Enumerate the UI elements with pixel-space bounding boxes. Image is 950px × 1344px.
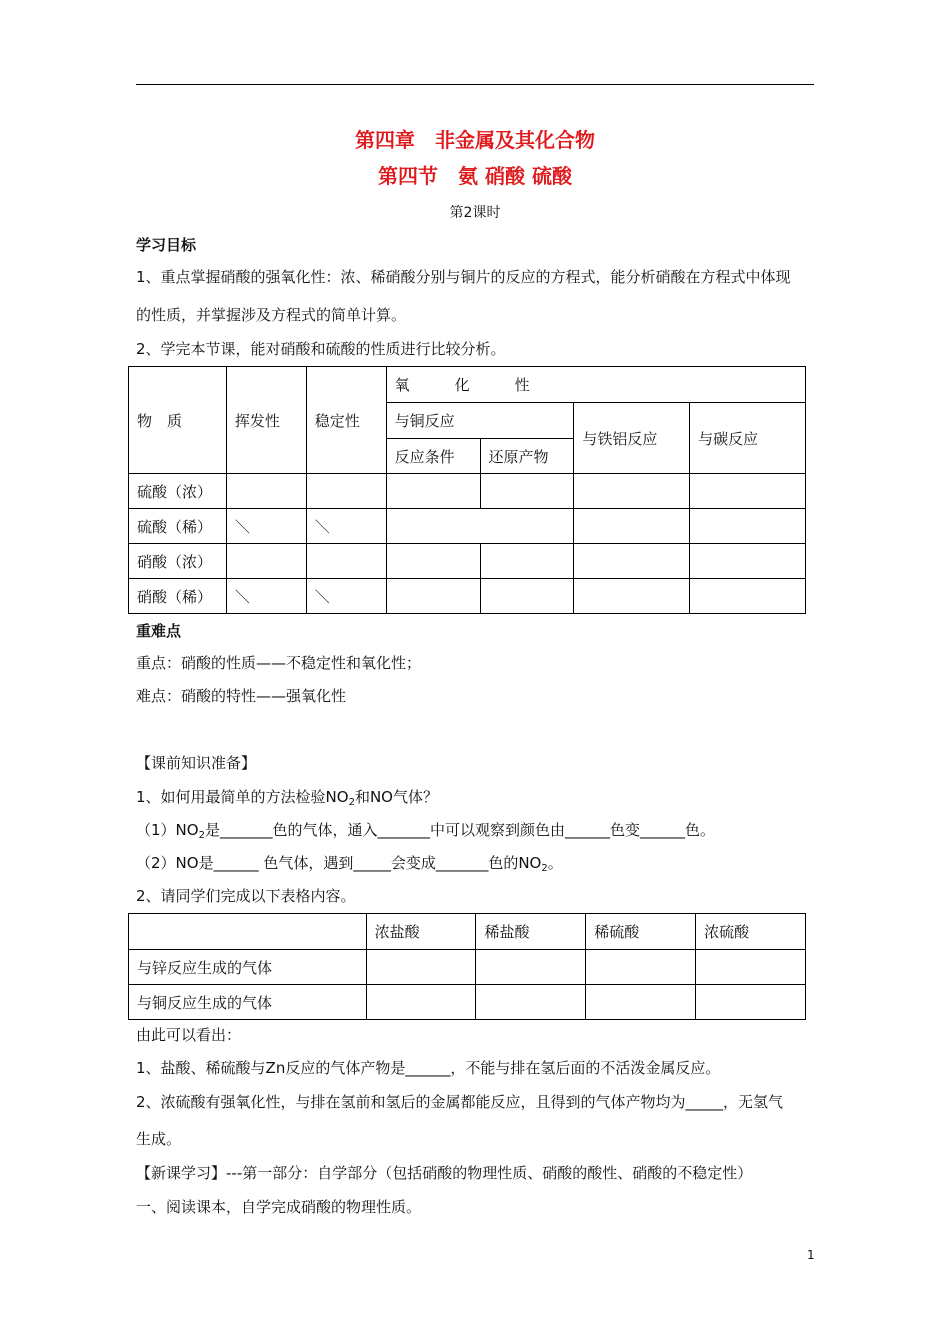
answer-cell[interactable] xyxy=(386,544,480,579)
na-cell: ＼ xyxy=(226,509,306,544)
difficult-point: 难点：硝酸的特性——强氧化性 xyxy=(136,687,347,705)
answer-cell[interactable] xyxy=(386,474,480,509)
answer-cell[interactable] xyxy=(696,985,806,1020)
conclusion-2-line-1: 2、浓硫酸有强氧化性，与排在氢前和氢后的金属都能反应，且得到的气体产物均为_____，无氢气 xyxy=(136,1093,784,1111)
row-label: 硫酸（稀） xyxy=(129,509,227,544)
new-lesson-line: 【新课学习】---第一部分：自学部分（包括硝酸的物理性质、硝酸的酸性、硝酸的不稳定性） xyxy=(136,1164,753,1182)
conclusion-intro: 由此可以看出： xyxy=(136,1026,242,1044)
answer-cell[interactable] xyxy=(366,985,476,1020)
answer-cell[interactable] xyxy=(690,509,806,544)
answer-cell[interactable] xyxy=(574,544,690,579)
na-cell: ＼ xyxy=(306,579,386,614)
answer-cell[interactable] xyxy=(574,474,690,509)
row-label: 硝酸（浓） xyxy=(129,544,227,579)
header-oxidizing: 氧 化 性 xyxy=(386,367,805,403)
row-label: 硝酸（稀） xyxy=(129,579,227,614)
na-cell: ＼ xyxy=(226,579,306,614)
prep-question-1-2: （2）NO是______ 色气体，遇到_____会变成_______色的$NO_2$。 xyxy=(136,854,563,874)
header-substance: 物 质 xyxy=(129,367,227,474)
section-title: 第四节 氨 硝酸 硫酸 xyxy=(378,164,572,188)
chapter-title: 第四章 非金属及其化合物 xyxy=(355,128,595,152)
objective-1-line-1: 1、重点掌握硝酸的强氧化性：浓、稀硝酸分别与铜片的反应的方程式，能分析硝酸在方程式中体现 xyxy=(136,268,791,286)
header-reduction-product: 还原产物 xyxy=(480,439,574,474)
conclusion-1: 1、盐酸、稀硫酸与Zn反应的气体产物是______，不能与排在氢后面的不活泼金属反应。 xyxy=(136,1059,721,1077)
answer-cell[interactable] xyxy=(226,544,306,579)
column-header: 浓硫酸 xyxy=(696,914,806,950)
objective-2: 2、学完本节课，能对硝酸和硫酸的性质进行比较分析。 xyxy=(136,340,506,358)
answer-cell[interactable] xyxy=(574,509,690,544)
header-stability: 稳定性 xyxy=(306,367,386,474)
answer-cell[interactable] xyxy=(690,474,806,509)
answer-cell[interactable] xyxy=(306,474,386,509)
acid-gas-table xyxy=(128,913,806,1020)
row-label: 与铜反应生成的气体 xyxy=(129,985,367,1020)
answer-cell[interactable] xyxy=(386,579,480,614)
header-volatility: 挥发性 xyxy=(226,367,306,474)
column-header: 稀硫酸 xyxy=(586,914,696,950)
difficulties-heading: 重难点 xyxy=(136,622,182,640)
answer-cell[interactable] xyxy=(476,985,586,1020)
lesson-label: 第2课时 xyxy=(449,205,501,221)
answer-cell[interactable] xyxy=(476,950,586,985)
row-label: 与锌反应生成的气体 xyxy=(129,950,367,985)
header-with-carbon: 与碳反应 xyxy=(690,403,806,474)
prep-heading: 【课前知识准备】 xyxy=(136,754,257,772)
answer-cell[interactable] xyxy=(690,579,806,614)
answer-cell[interactable] xyxy=(690,544,806,579)
header-with-fe-al: 与铁铝反应 xyxy=(574,403,690,474)
na-cell: ＼ xyxy=(306,509,386,544)
row-label: 硫酸（浓） xyxy=(129,474,227,509)
header-rule xyxy=(136,84,814,85)
answer-cell[interactable] xyxy=(366,950,476,985)
answer-cell[interactable] xyxy=(386,509,574,544)
column-header: 稀盐酸 xyxy=(476,914,586,950)
answer-cell[interactable] xyxy=(306,544,386,579)
answer-cell[interactable] xyxy=(586,950,696,985)
answer-cell[interactable] xyxy=(574,579,690,614)
prep-question-1-1: $(1)NO_2$是_______色的气体，通入_______中可以观察到颜色由______色变______色。 xyxy=(136,821,715,841)
conclusion-2-line-2: 生成。 xyxy=(136,1130,182,1148)
column-header: 浓盐酸 xyxy=(366,914,476,950)
prep-question-1: 1、如何用最简单的方法检验$NO_2$和NO气体？ xyxy=(136,788,438,808)
prep-question-2: 2、请同学们完成以下表格内容。 xyxy=(136,887,356,905)
objective-1-line-2: 的性质，并掌握涉及方程式的简单计算。 xyxy=(136,306,407,324)
header-with-copper: 与铜反应 xyxy=(386,403,574,439)
answer-cell[interactable] xyxy=(586,985,696,1020)
corner-cell xyxy=(129,914,367,950)
properties-table xyxy=(128,366,806,614)
header-conditions: 反应条件 xyxy=(386,439,480,474)
answer-cell[interactable] xyxy=(480,579,574,614)
reading-task: 一、阅读课本，自学完成硝酸的物理性质。 xyxy=(136,1198,422,1216)
objectives-heading: 学习目标 xyxy=(136,236,197,254)
answer-cell[interactable] xyxy=(226,474,306,509)
answer-cell[interactable] xyxy=(480,474,574,509)
page-number: 1 xyxy=(807,1248,815,1262)
key-point: 重点：硝酸的性质——不稳定性和氧化性； xyxy=(136,654,422,672)
answer-cell[interactable] xyxy=(480,544,574,579)
answer-cell[interactable] xyxy=(696,950,806,985)
